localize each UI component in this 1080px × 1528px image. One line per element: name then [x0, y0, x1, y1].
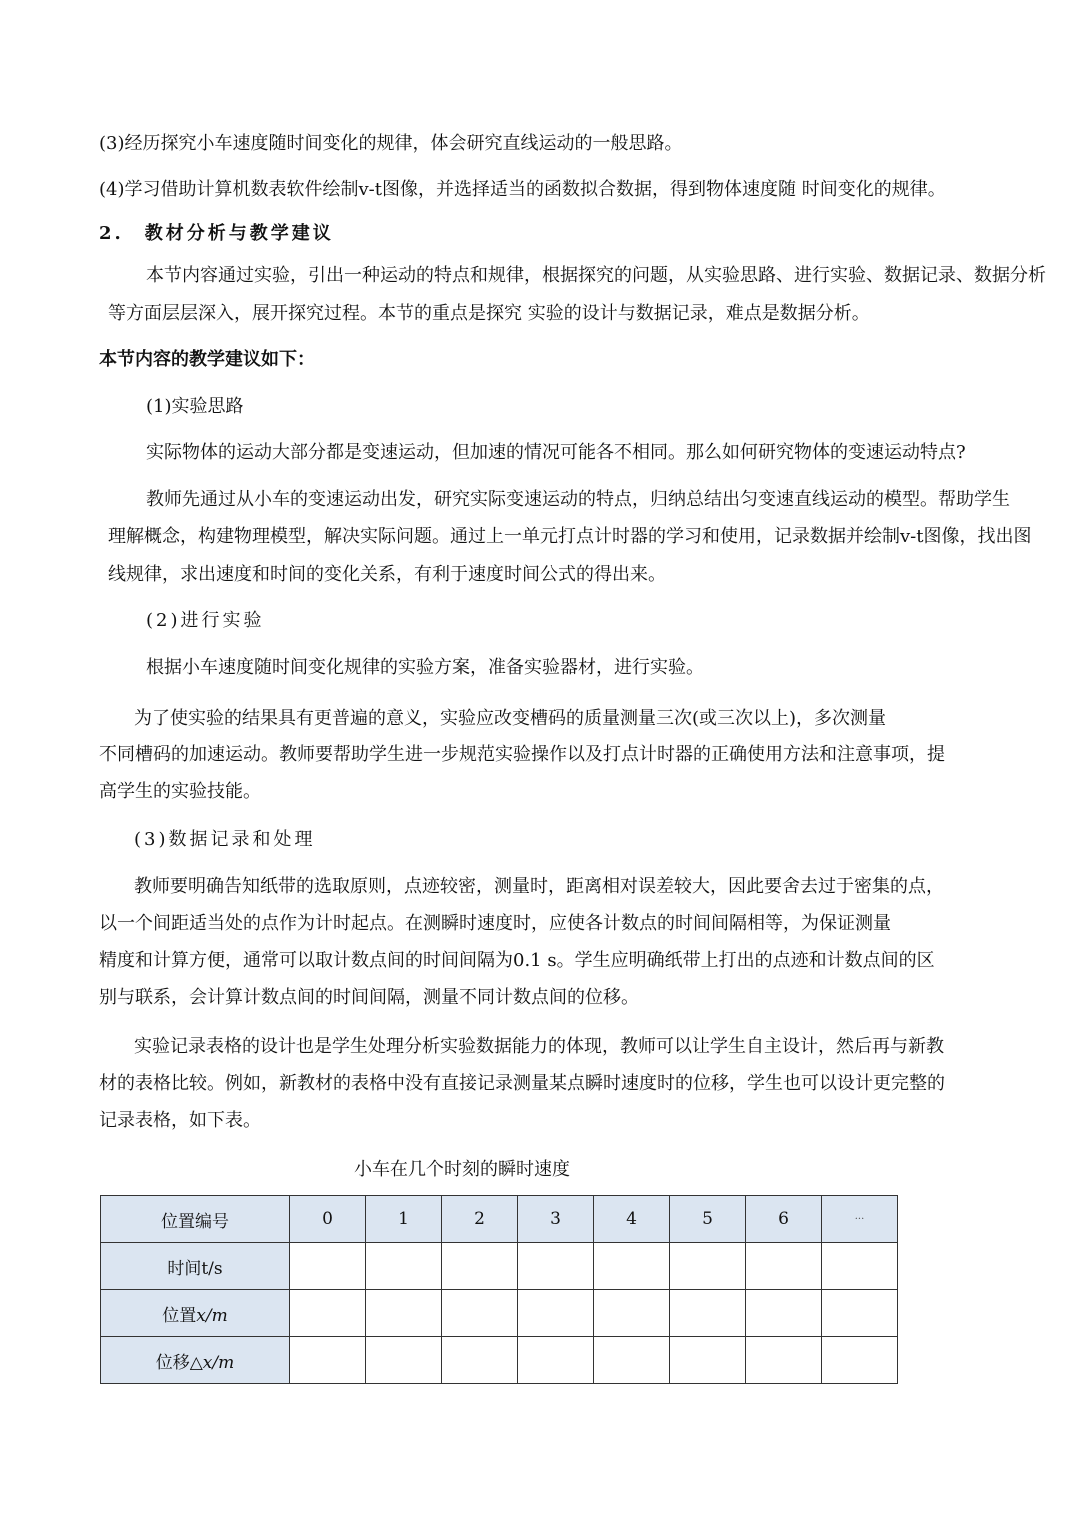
column-header-5: 5 [670, 1196, 746, 1243]
table-cell [290, 1243, 366, 1290]
suggestions-title: 本节内容的教学建议如下： [99, 349, 315, 370]
conduct-para-2-line-2: 不同槽码的加速运动。教师要帮助学生进一步规范实验操作以及打点计时器的正确使用方法和注意事项，提 [99, 744, 945, 765]
objective-3: (3)经历探究小车速度随时间变化的规律，体会研究直线运动的一般思路。 [99, 133, 683, 154]
intro-line-2: 等方面层层深入，展开探究过程。本节的重点是探究 实验的设计与数据记录，难点是数据分析。 [108, 303, 870, 324]
table-cell [594, 1337, 670, 1384]
table-cell [746, 1337, 822, 1384]
data-para-1-line-2: 以一个间距适当处的点作为计时起点。在测瞬时速度时，应使各计数点的时间间隔相等，为保证测量 [99, 913, 891, 934]
table-cell [442, 1243, 518, 1290]
table-cell [366, 1243, 442, 1290]
table-cell [822, 1290, 898, 1337]
conduct-para-2-line-1: 为了使实验的结果具有更普遍的意义，实验应改变槽码的质量测量三次(或三次以上)，多次测量 [134, 708, 887, 729]
table-cell [670, 1243, 746, 1290]
column-header-2: 2 [442, 1196, 518, 1243]
table-cell [290, 1337, 366, 1384]
data-para-2-line-2: 材的表格比较。例如，新教材的表格中没有直接记录测量某点瞬时速度时的位移，学生也可以设计更完整的 [99, 1073, 945, 1094]
experiment-idea-para-2-line-2: 理解概念，构建物理模型，解决实际问题。通过上一单元打点计时器的学习和使用，记录数据并绘制v-t图像，找出图 [108, 526, 1032, 547]
table-cell [518, 1337, 594, 1384]
table-cell [746, 1290, 822, 1337]
column-header-4: 4 [594, 1196, 670, 1243]
data-para-2-line-1: 实验记录表格的设计也是学生处理分析实验数据能力的体现，教师可以让学生自主设计，然后再与新教 [134, 1036, 944, 1057]
row-label-time: 时间t/s [101, 1243, 290, 1290]
conduct-para-1: 根据小车速度随时间变化规律的实验方案，准备实验器材，进行实验。 [146, 657, 704, 678]
data-para-1-line-3: 精度和计算方便，通常可以取计数点间的时间间隔为0.1 s。学生应明确纸带上打出的点迹和计数点间的区 [99, 950, 935, 971]
table-row-time [101, 1243, 898, 1290]
table-cell [366, 1290, 442, 1337]
table-cell [594, 1243, 670, 1290]
row-label-position-prefix: 位置 [162, 1305, 197, 1326]
table-cell [442, 1290, 518, 1337]
table-row-displacement [101, 1337, 898, 1384]
experiment-idea-para-1: 实际物体的运动大部分都是变速运动，但加速的情况可能各不相同。那么如何研究物体的变速运动特点? [146, 442, 966, 463]
table-cell [594, 1290, 670, 1337]
table-caption: 小车在几个时刻的瞬时速度 [354, 1159, 570, 1180]
subheading-conduct-experiment: (2)进行实验 [146, 610, 265, 631]
subheading-experiment-idea: (1)实验思路 [146, 396, 244, 417]
column-header-6: 6 [746, 1196, 822, 1243]
objective-4: (4)学习借助计算机数表软件绘制v-t图像，并选择适当的函数拟合数据，得到物体速度随 时间变化的规律。 [99, 179, 946, 200]
section-heading: 2. 教材分析与教学建议 [99, 223, 334, 244]
row-label-position-number: 位置编号 [101, 1196, 290, 1243]
table-cell [822, 1243, 898, 1290]
experiment-idea-para-2-line-1: 教师先通过从小车的变速运动出发，研究实际变速运动的特点，归纳总结出匀变速直线运动的模型。帮助学生 [146, 489, 1010, 510]
table-cell [518, 1290, 594, 1337]
table-cell [518, 1243, 594, 1290]
conduct-para-2-line-3: 高学生的实验技能。 [99, 781, 261, 802]
row-label-position-var: x/m [196, 1305, 228, 1326]
intro-line-1: 本节内容通过实验，引出一种运动的特点和规律，根据探究的问题，从实验思路、进行实验、数据记录、数据分析 [146, 265, 1046, 286]
column-header-1: 1 [366, 1196, 442, 1243]
subheading-data-recording: (3)数据记录和处理 [134, 829, 316, 850]
record-table [100, 1195, 898, 1384]
column-header-3: 3 [518, 1196, 594, 1243]
data-para-1-line-4: 别与联系，会计算计数点间的时间间隔，测量不同计数点间的位移。 [99, 987, 639, 1008]
data-para-2-line-3: 记录表格，如下表。 [99, 1110, 261, 1131]
row-label-displacement [101, 1337, 290, 1384]
row-label-displacement-var: △x/m [189, 1352, 235, 1373]
table-cell [442, 1337, 518, 1384]
table-row-position-number [101, 1196, 898, 1243]
table-cell [746, 1243, 822, 1290]
column-header-more: ··· [822, 1196, 898, 1243]
column-header-0: 0 [290, 1196, 366, 1243]
experiment-idea-para-2-line-3: 线规律，求出速度和时间的变化关系，有利于速度时间公式的得出来。 [108, 564, 666, 585]
table-cell [822, 1337, 898, 1384]
table-cell [670, 1290, 746, 1337]
table-cell [366, 1337, 442, 1384]
row-label-displacement-prefix: 位移 [155, 1352, 190, 1373]
table-cell [290, 1290, 366, 1337]
table-cell [670, 1337, 746, 1384]
data-para-1-line-1: 教师要明确告知纸带的选取原则，点迹较密，测量时，距离相对误差较大，因此要舍去过于密集的点， [134, 876, 944, 897]
row-label-position [101, 1290, 290, 1337]
table-row-position [101, 1290, 898, 1337]
